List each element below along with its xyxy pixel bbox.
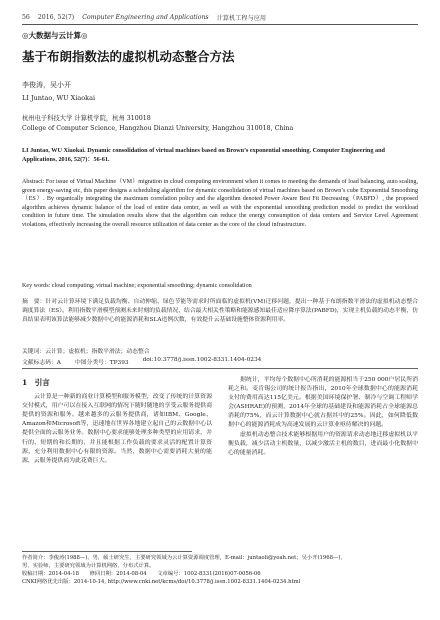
keywords-en: Key words: cloud computing; virtual machine; exponential smoothing; dynamic consolidation xyxy=(22,283,252,289)
footnotes xyxy=(22,554,418,586)
journal-name-en: Computer Engineering and Applications xyxy=(82,13,209,21)
clc-number: 中图分类号：TP393 xyxy=(74,360,129,366)
page-number: 56 xyxy=(22,13,30,21)
authors-cn: 李俊涛，吴小开 xyxy=(22,81,71,89)
abstract-cn: 摘 要：针对云计算环境下满足负载均衡、自动伸缩、绿色节能等需求时所面临的虚拟机(VM)迁移问题，提出一种基于布朗指数平滑法的虚拟机动态整合调度算法（ES）。利用指数平滑模型预测未来时刻的负载情况，结合最大相关性策略和能源感知最佳适应降序算法(PABFD)，实现主机负载的动态平衡，仿真结果表明该算法能够减少数据中心的能源消耗和SLA违例次数，有效提升云基础设施整体资源利用率。 xyxy=(22,299,418,323)
footnote-rule xyxy=(22,551,192,552)
authors-en: LI Juntao, WU Xiaokai xyxy=(22,94,96,102)
footnote-line: 男，实验师，主要研究领域为计算机网络、分布式计算。 xyxy=(22,563,155,569)
paragraph: 虚拟机动态整合技术能够根据用户的资源请求动态地迁移虚拟机以平衡负载，减少活动主机数量，以减少激活主机的数目，进而最小化数据中心的能量消耗。 xyxy=(228,431,418,456)
journal-name-cn: 计算机工程与应用 xyxy=(216,14,267,22)
doi: doi:10.3778/j.issn.1002-8331.1404-0234 xyxy=(142,357,262,363)
right-column xyxy=(228,376,418,458)
footnote-line: 作者简介：李俊涛(1988—)，男，硕士研究生，主要研究领域为云计算资源调度管理，E-mail：juntaoli@yeah.net；吴小开(1968—)， xyxy=(22,555,346,561)
keywords-cn: 关键词：云计算；虚拟机；指数平滑法；动态整合 xyxy=(22,349,150,355)
affiliation-cn: 杭州电子科技大学 计算机学院，杭州 310018 xyxy=(22,115,151,122)
paragraph: 据统计，平均每个数据中心所消耗的能源相当于250 000户居民所消耗之和。麦肯锡公司的统计报告指出，2010年全球数据中心的能源消耗支付的费用高达115亿美元。根据美国环境保护署、制冷与空调工程师学会(ASHRAE)的预测，2014年全球的基础建设和能源消耗占全球能源总消耗的75%，而云计算数据中心就占据其中的25%。因此，如何降低数据中心的能源消耗成为高速发展的云计算业亟待解决的问题。 xyxy=(228,377,418,429)
left-column xyxy=(22,376,212,466)
paragraph: 云计算是一种新的商业计算模型和服务模型，改变了传统的计算资源交付模式，用户可以在接入互联网的情况下随时随地的享受云服务提供商提供的资源和服务。越来越多的云服务提供商，诸如IBM、Google、Amazon和Microsoft等，迅速地在世界各地建立起自己的云数据中心以提供全面的云服务业务。数据中心要求能够处理多种类型的应用请求，并行的、短期的和长期的，并且能根据工作负载的要求灵活的配置计算资源，充分利用数据中心有限的资源。当然，数据中心需要消耗大量的能源，云服务提供商为此花费巨大。 xyxy=(22,394,212,464)
affiliation xyxy=(22,114,418,134)
section-heading: 1 引言 xyxy=(22,378,50,387)
section-tag: ◎大数据与云计算◎ xyxy=(22,31,88,40)
paper-title: 基于布朗指数法的虚拟机动态整合方法 xyxy=(22,49,235,64)
citation: LI Juntao, WU Xiaokai. Dynamic consolidation of virtual machines based on Brown’s exponential smoothing. Computer Engineering and Applications, 2016, 52(7)：56-61. xyxy=(22,147,385,163)
issue: 2016, 52(7) xyxy=(37,13,75,21)
header-rule xyxy=(22,24,418,25)
footnote-line: CNKI网络优先出版：2014-10-14, http://www.cnki.net/kcms/doi/10.3778/j.issn.1002-8331.1404-0234.html xyxy=(22,579,301,585)
footnote-line: 收稿日期：2014-04-18 修回日期：2014-08-04 文章编号：1002-8331(2016)07-0056-06 xyxy=(22,571,261,577)
affiliation-en: College of Computer Science, Hangzhou Dianzi University, Hangzhou 310018, China xyxy=(22,125,294,132)
section-divider xyxy=(22,368,418,369)
abstract-en: Abstract: For issue of Virtual Machine（VM）migration in cloud computing environment when it comes to meeting the demands of load balancing, auto scaling, green energy-saving etc, this paper designs a scheduling algorithm for dynamic consolidation of virtual machines based on Brown’s cube Exponential Smoothing（ES）. By organically integrating the maximum correlation policy and the algorithm denoted Power Aware Best Fit Decreasing（PABFD）, the proposed algorithm achieves dynamic balance of the load of entire data center, as well as with the exponential smoothing prediction model to predict the workload condition in future time. The simulation results show that the algorithm can reduce the energy consumption of data centers and Service Level Agreement violations, effectively increasing the overall resource utilization of data center as the core of the cloud infrastructure. xyxy=(22,179,418,228)
running-header xyxy=(22,10,418,24)
doc-code: 文献标志码：A xyxy=(22,360,61,366)
article-meta xyxy=(22,357,418,366)
